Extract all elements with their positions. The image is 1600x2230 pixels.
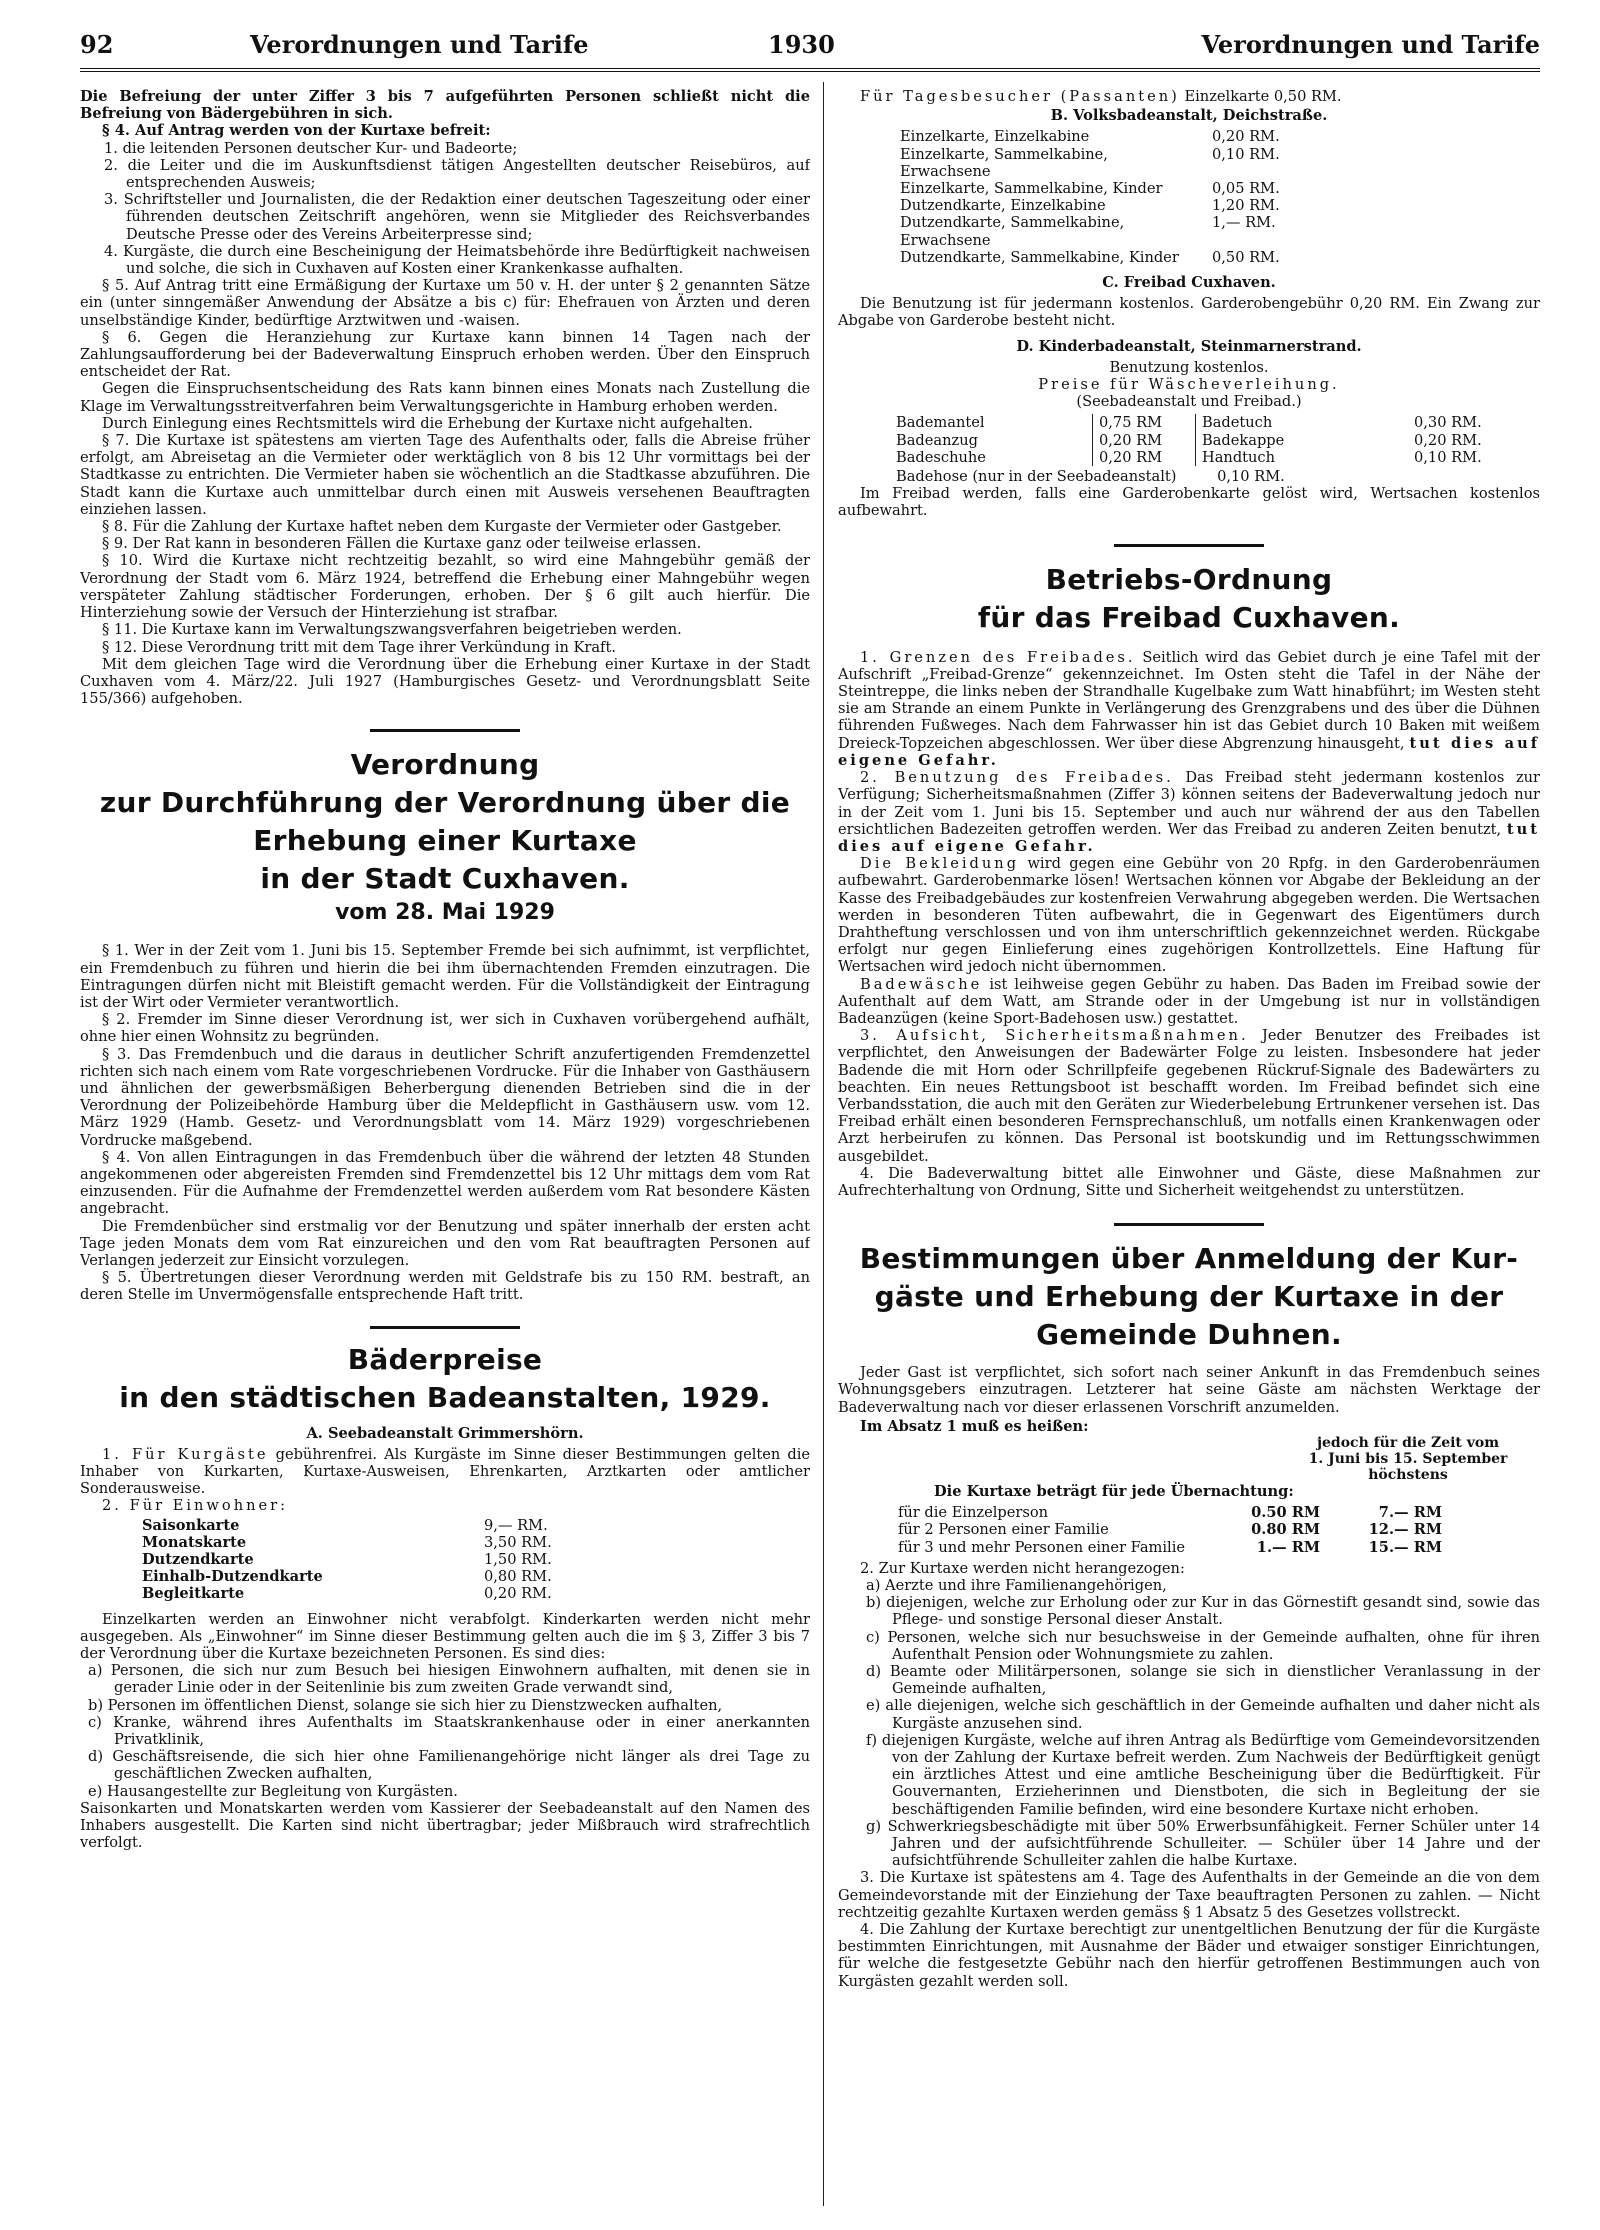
price-value: 3,50 RM. (484, 1533, 552, 1551)
betriebsordnung-title: Betriebs-Ordnung (1045, 562, 1333, 596)
price-row (890, 414, 1488, 431)
price-value: 0,10 RM. (1414, 448, 1482, 466)
verordnung-section-3: § 3. Das Fremdenbuch und die daraus in deutlicher Schrift anzufertigenden Fremdenzettel richten sich nach einem vom Rate vorgeschriebenen Vordrucke. Für die Inhaber von Gasthäusern und ähnlichen der gewerbsmäßigen Beherbergung dienenden Betrieben sind die in der Verordnung der Polizeibehörde Hamburg über die Meldepflicht in Gasthäusern usw. vom 12. März 1929 (Hamb. Gesetz- und Verordnungsblatt vom 14. März 1929) vorgeschriebenen Vordrucke maßgebend. (80, 1045, 810, 1149)
section-4-item: 4. Kurgäste, die durch eine Bescheinigung der Heimatsbehörde ihre Bedürftigkeit nachweisen und solche, die sich in Cuxhaven auf Kosten einer Krankenkasse aufhalten. (104, 242, 810, 278)
price-value: 0,50 RM. (1212, 248, 1280, 266)
separator-rule (370, 729, 520, 732)
einzelkarten-paragraph: Einzelkarten werden an Einwohner nicht verabfolgt. Kinderkarten werden nicht mehr ausgegeben. Als „Einwohner“ im Sinne dieser Bestimmung gelten auch die im § 3, Ziffer 3 bis 7 der Verordnung über die Kurtaxe bezeichneten Personen. Es sind dies: (80, 1610, 810, 1663)
aufsicht-label: 3. Aufsicht, Sicherheitsmaßnahmen. (860, 1027, 1249, 1045)
fee-row (892, 1504, 1448, 1521)
running-title-left: Verordnungen und Tarife (250, 30, 589, 59)
waesche-price-table (890, 414, 1488, 466)
absatz-heading: Im Absatz 1 muß es heißen: (860, 1417, 1089, 1435)
section-4: § 4. Auf Antrag werden von der Kurtaxe befreit: (102, 122, 491, 140)
price-value: 0,20 RM. (1212, 128, 1280, 146)
price-value: 9,— RM. (484, 1516, 548, 1534)
section-6: § 6. Gegen die Heranziehung zur Kurtaxe kann binnen 14 Tagen nach der Zahlungsaufforderung bei der Badeverwaltung Einspruch erhoben werden. Über den Einspruch entscheidet der Rat. (80, 328, 810, 381)
price-label: Saisonkarte (142, 1516, 240, 1534)
section-10: § 10. Wird die Kurtaxe nicht rechtzeitig bezahlt, so wird eine Mahngebühr gemäß der Verordnung der Stadt vom 6. März 1924, betreffend die Erhebung einer Mahngebühr wegen verspäteter Zahlung städtischer Forderungen, erhoben. Der § 6 gilt auch hierfür. Die Hinterziehung sowie der Versuch der Hinterziehung ist strafbar. (80, 552, 810, 622)
section-b-heading: B. Volksbadeanstalt, Deichstraße. (1050, 107, 1328, 125)
column-divider (823, 82, 824, 2206)
price-label: Dutzendkarte, Sammelkabine, Erwachsene (900, 214, 1125, 249)
section-4-item: 2. die Leiter und die im Auskunftsdienst tätigen Angestellten deutscher Reisebüros, auf entsprechenden Ausweis; (104, 156, 810, 192)
price-row (136, 1517, 558, 1534)
bestimmungen-section-3: 3. Die Kurtaxe ist spätestens am 4. Tage des Aufenthalts in der Gemeinde an die von dem Gemeindevorstande mit der Einziehung der Taxe beauftragten Personen zu zahlen. — Nicht rechtzeitig gezahlte Kurtaxen werden gemäss § 1 Absatz 5 des Gesetzes vollstreckt. (838, 1869, 1540, 1921)
benutzung-label: 2. Benutzung des Freibades. (860, 769, 1174, 787)
betriebsordnung-title: für das Freibad Cuxhaven. (977, 600, 1401, 634)
separator-rule (1114, 1223, 1264, 1226)
verordnung-section-5: § 5. Übertretungen dieser Verordnung werden mit Geldstrafe bis zu 150 RM. bestraft, an deren Stelle im Unvermögensfalle entsprechende Haft tritt. (80, 1269, 810, 1304)
price-value: 1,50 RM. (484, 1551, 552, 1568)
price-label: Einzelkarte, Sammelkabine, Kinder (900, 180, 1163, 198)
tagesbesucher-text: Einzelkarte 0,50 RM. (1184, 88, 1342, 105)
verordnung-title: zur Durchführung der Verordnung über die (99, 786, 791, 820)
person-item: e) Hausangestellte zur Begleitung von Kurgästen. (88, 1782, 458, 1800)
section-12: § 12. Diese Verordnung tritt mit dem Tage ihrer Verkündung in Kraft. (102, 638, 616, 656)
bestimmungen-intro: Jeder Gast ist verpflichtet, sich sofort nach seiner Ankunft in das Fremdenbuch seines Wohnungsgebers einzutragen. Letzterer hat seine Gäste am nächsten Werktage der Badeverwaltung nach vor dieser erlassenen Vorschrift anzumelden. (838, 1364, 1540, 1416)
section-8: § 8. Für die Zahlung der Kurtaxe haftet neben dem Kurgaste der Vermieter oder Gastgeber. (102, 518, 782, 536)
separator-rule (370, 1326, 520, 1329)
verordnung-section-4-b: Die Fremdenbücher sind erstmalig vor der Benutzung und später innerhalb der ersten acht Tage jeden Monats dem vom Rat einzureichen und den vom Rat beauftragten Personen auf Verlangen jederzeit zur Einsicht vorzulegen. (80, 1217, 810, 1269)
separator-rule (1114, 544, 1264, 547)
price-row (894, 214, 1286, 248)
price-value: 0,05 RM. (1212, 180, 1280, 198)
exemption-item: c) Personen, welche sich nur besuchsweise in der Gemeinde aufhalten, ohne für ihren Aufenthalt Pension oder Wohnungsmiete zu zahlen. (866, 1628, 1540, 1663)
waesche-prices-heading: Preise für Wäscheverleihung. (1038, 376, 1340, 394)
verordnung-title: Verordnung (350, 748, 540, 782)
section-4-item: 3. Schriftsteller und Journalisten, die der Redaktion einer deutschen Tageszeitung oder einer führenden deutschen Zeitschrift angehören, wenn sie Mitglieder des Reichsverbandes Deutsche Presse oder des Vereins Arbeiterpresse sind; (104, 191, 810, 243)
price-value: 0,20 RM (1093, 432, 1196, 449)
intro-paragraph: Die Befreiung der unter Ziffer 3 bis 7 aufgeführten Personen schließt nicht die Befreiung von Bädergebühren in sich. (80, 88, 810, 123)
kurgaeste-label: 1. Für Kurgäste (102, 1445, 269, 1463)
price-row (894, 249, 1286, 266)
fee-row (892, 1539, 1448, 1556)
exemption-item: d) Beamte oder Militärpersonen, solange sie sich in dienstlicher Veranlassung in der Gemeinde aufhalten, (866, 1663, 1540, 1698)
price-row (894, 128, 1286, 145)
price-label: Einzelkarte, Einzelkabine (900, 128, 1090, 146)
section-c-heading: C. Freibad Cuxhaven. (1102, 274, 1276, 292)
person-item: a) Personen, die sich nur zum Besuch bei hiesigen Einwohnern aufhalten, mit denen sie in gerader Linie oder in der Seitenlinie bis zum zweiten Grade verwandt sind, (88, 1662, 810, 1697)
kurtaxe-heading: Die Kurtaxe beträgt für jede Übernachtung: (934, 1482, 1294, 1500)
left-column (80, 88, 810, 2210)
freibad-text: Die Benutzung ist für jedermann kostenlos. Garderobengebühr 0,20 RM. Ein Zwang zur Abgabe von Garderobe besteht nicht. (838, 295, 1540, 330)
price-label: Dutzendkarte, Sammelkabine, Kinder (900, 248, 1179, 266)
exemption-item: g) Schwerkriegsbeschädigte mit über 50% Erwerbsunfähigkeit. Ferner Schüler unter 14 Jahren und der aufsichtführende Schulleiter. — Schüler über 14 Jahre und der aufsichtführende Schulleiter zahlen die halbe Kurtaxe. (866, 1817, 1540, 1870)
price-value: 0,75 RM (1093, 414, 1196, 431)
right-column (838, 88, 1540, 2210)
verordnung-title: Erhebung einer Kurtaxe (253, 824, 637, 858)
fee-maximum: 7.— RM (1378, 1504, 1442, 1522)
exemption-item: a) Aerzte und ihre Familienangehörigen, (866, 1577, 1167, 1594)
section-6-c: Durch Einlegung eines Rechtsmittels wird die Erhebung der Kurtaxe nicht aufgehalten. (102, 414, 753, 432)
verordnung-section-2: § 2. Fremder im Sinne dieser Verordnung ist, wer sich in Cuxhaven vorübergehend aufhält, ohne hier einen Wohnsitz zu begründen. (80, 1011, 810, 1046)
grenzen-warning: tut dies auf eigene Gefahr. (838, 734, 1540, 769)
price-value: 0,80 RM. (484, 1568, 552, 1586)
exemption-item: e) alle diejenigen, welche sich geschäftlich in der Gemeinde aufhalten und daher nicht als Kurgäste anzusehen sind. (866, 1697, 1540, 1732)
price-label: Badekappe (1202, 431, 1285, 449)
fee-column-heading: jedoch für die Zeit vom 1. Juni bis 15. September höchstens (1308, 1434, 1508, 1483)
benutzung-kostenlos: Benutzung kostenlos. (1109, 358, 1269, 376)
waesche-prices-subheading: (Seebadeanstalt und Freibad.) (1076, 393, 1302, 411)
tagesbesucher-label: Für Tagesbesucher (Passanten) (860, 88, 1180, 105)
price-value: 0,30 RM. (1414, 414, 1482, 432)
aufsicht-text: Jeder Benutzer des Freibades ist verpflichtet, den Anweisungen der Badewärter Folge zu leisten. Insbesondere hat jeder Badende die mit Horn oder Schrillpfeife gegebenen Rückruf-Signale des Badewärters zu beachten. Ein neues Rettungsboot ist beschafft worden. Im Freibad befindet sich eine Verbandsstation, die auch mit den Geräten zur Wiederbelebung Ertrunkener versehen ist. Das Freibad erhält einen besonderen Fernsprechanschluß, um notfalls einen Krankenwagen oder Arzt herbeirufen zu können. Das Personal ist bootskundig und im Rettungsschwimmen ausgebildet. (838, 1027, 1540, 1165)
grenzen-label: 1. Grenzen des Freibades. (860, 648, 1136, 666)
badewaesche-text: ist leihweise gegen Gebühr zu haben. Das Baden im Freibad sowie der Aufenthalt auf dem Watt, am Strande oder in der Umgebung ist nur in vollständigen Badeanzügen (keine Sport-Badehosen usw.) gestattet. (838, 975, 1540, 1027)
bestimmungen-section-4: 4. Die Zahlung der Kurtaxe berechtigt zur unentgeltlichen Benutzung der für die Kurgäste bestimmten Einrichtungen, mit Ausnahme der Bäder und etwaiger sonstiger Einrichtungen, für welche die festgesetzte Gebühr nach den hierfür getroffenen Bestimmungen auch von Kurgästen gezahlt werden soll. (838, 1921, 1540, 1990)
fee-per-night: 1.— RM (1256, 1538, 1320, 1556)
baederpreise-title: in den städtischen Badeanstalten, 1929. (119, 1380, 771, 1414)
price-row (890, 449, 1488, 466)
price-label: Badeschuhe (890, 449, 1093, 466)
fee-label: für die Einzelperson (898, 1504, 1049, 1522)
baederpreise-title: Bäderpreise (347, 1342, 543, 1376)
einwohner-label: 2. Für Einwohner: (102, 1497, 289, 1515)
section-5: § 5. Auf Antrag tritt eine Ermäßigung der Kurtaxe um 50 v. H. der unter § 2 genannten Sätze ein (unter sinngemäßer Anwendung der Absätze a bis c) für: Ehefrauen von Ärzten und deren unselbständige Kinder, bedürftige Arztwitwen und -waisen. (80, 277, 810, 329)
fee-maximum: 15.— RM (1368, 1538, 1442, 1556)
running-title-right: Verordnungen und Tarife (1201, 30, 1540, 59)
verordnung-title: in der Stadt Cuxhaven. (260, 862, 630, 896)
price-row (890, 432, 1488, 449)
section-a-heading: A. Seebadeanstalt Grimmershörn. (306, 1424, 584, 1442)
exemption-item: b) diejenigen, welche zur Erholung oder zur Kur in das Görnestift gesandt sind, sowie das Pflege- und sonstige Personal dieser Anstalt. (866, 1594, 1540, 1629)
year: 1930 (768, 30, 835, 59)
price-row (136, 1568, 558, 1585)
price-value: 0,20 RM. (484, 1585, 552, 1603)
price-row (136, 1534, 558, 1551)
price-label: Badetuch (1202, 414, 1273, 432)
fee-per-night: 0.80 RM (1251, 1521, 1320, 1539)
verordnung-date: vom 28. Mai 1929 (335, 900, 555, 926)
price-value: 1,— RM. (1212, 214, 1276, 232)
einwohner-price-table (136, 1517, 558, 1603)
price-value: 0,20 RM. (1414, 431, 1482, 449)
badehose-label: Badehose (nur in der Seebadeanstalt) (896, 468, 1177, 486)
section-2-heading: 2. Zur Kurtaxe werden nicht herangezogen: (860, 1559, 1185, 1577)
price-row (894, 180, 1286, 197)
exemption-item: f) diejenigen Kurgäste, welche auf ihren Antrag als Bedürftige vom Gemeindevorsitzenden von der Zahlung der Kurtaxe befreit werden. Zum Nachweis der Bedürftigkeit genügt ein ärztliches Attest und eine amtliche Bescheinigung über die Bedürftigkeit. Für Gouvernanten, Erzieherinnen und Dienstboten, die sich in Begleitung der sie beschäftigenden Familie befinden, wird eine besondere Kurtaxe nicht erhoben. (866, 1731, 1540, 1818)
price-label: Dutzendkarte (142, 1551, 254, 1568)
header-rule (80, 68, 1540, 72)
section-12-b: Mit dem gleichen Tage wird die Verordnung über die Erhebung einer Kurtaxe in der Stadt Cuxhaven vom 4. März/22. Juli 1927 (Hamburgisches Gesetz- und Verordnungsblatt Seite 155/366) aufgehoben. (80, 655, 810, 708)
price-label: Einhalb-Dutzendkarte (142, 1568, 323, 1586)
page-number: 92 (80, 30, 114, 59)
fee-label: für 3 und mehr Personen einer Familie (898, 1538, 1186, 1556)
person-item: d) Geschäftsreisende, die sich hier ohne Familienangehörige nicht länger als drei Tage zu geschäftlichen Zwecken aufhalten, (88, 1748, 810, 1783)
price-label: Einzelkarte, Sammelkabine, Erwachsene (900, 145, 1108, 180)
bestimmungen-title: Gemeinde Duhnen. (1036, 1318, 1342, 1352)
price-value: 0,10 RM. (1212, 145, 1280, 163)
bekleidung-text: wird gegen eine Gebühr von 20 Rpfg. in den Garderobenräumen aufbewahrt. Garderobenmarke lösen! Wertsachen können vor Abgabe der Bekleidung an der Kasse des Freibadgebäudes zur kostenfreien Verwahrung abgegeben werden. Die Wertsachen werden in besonderen Tüten aufbewahrt, die in Gegenwart des Eigentümers durch Drahtheftung verschlossen und von ihm unterschriftlich gekennzeichnet werden. Rückgabe erfolgt nur gegen Einlieferung eines zugehörigen Kontrollzettels. Eine Haftung für Wertsachen wird jedoch nicht übernommen. (838, 855, 1540, 976)
running-head (80, 28, 1540, 64)
person-item: b) Personen im öffentlichen Dienst, solange sie sich hier zu Dienstzwecken aufhalten, (88, 1696, 723, 1714)
price-row (136, 1551, 558, 1568)
bestimmungen-title: gäste und Erhebung der Kurtaxe in der (874, 1280, 1504, 1314)
section-6-b: Gegen die Einspruchsentscheidung des Rats kann binnen eines Monats nach Zustellung die Klage im Verwaltungsstreitverfahren beim Verwaltungsgerichte in Hamburg erhoben werden. (80, 380, 810, 415)
section-d-heading: D. Kinderbadeanstalt, Steinmarnerstrand. (1016, 337, 1362, 355)
kurgaeste-text: gebührenfrei. Als Kurgäste im Sinne dieser Bestimmungen gelten die Inhaber von Kurkarten, Kurtaxe-Ausweisen, Ehrenkarten, Arztkarten oder amtlicher Sonderausweise. (80, 1445, 810, 1498)
price-label: Handtuch (1202, 448, 1276, 466)
freibad-note: Im Freibad werden, falls eine Garderobenkarte gelöst wird, Wertsachen kostenlos aufbewahrt. (838, 485, 1540, 520)
volksbad-price-table (894, 128, 1286, 266)
price-label: Dutzendkarte, Einzelkabine (900, 197, 1106, 215)
fee-row (892, 1521, 1448, 1538)
price-label: Badeanzug (890, 432, 1093, 449)
verordnung-section-1: § 1. Wer in der Zeit vom 1. Juni bis 15. September Fremde bei sich aufnimmt, ist verpflichtet, ein Fremdenbuch zu führen und hierin die bei ihm übernachtenden Fremden einzutragen. Die Eintragungen dürfen nicht mit Bleistift gemacht werden. Für die Vollständigkeit der Eintragung ist der Wirt oder Vermieter verantwortlich. (80, 942, 810, 1011)
badehose-price: 0,10 RM. (1217, 468, 1285, 486)
section-9: § 9. Der Rat kann in besonderen Fällen die Kurtaxe ganz oder teilweise erlassen. (102, 535, 702, 553)
price-label: Bademantel (890, 414, 1093, 431)
saisonkarten-paragraph: Saisonkarten und Monatskarten werden vom Kassierer der Seebadeanstalt auf den Namen des Inhabers ausgestellt. Die Karten sind nicht übertragbar; jeder Mißbrauch wird strafrechtlich verfolgt. (80, 1799, 810, 1852)
verordnung-section-4: § 4. Von allen Eintragungen in das Fremdenbuch über die während der letzten 48 Stunden angekommenen oder abgereisten Fremden sind Fremdenzettel bis 12 Uhr mittags dem vom Rat einzusenden. Für die Aufnahme der Fremdenzettel werden außerdem vom Rat besondere Kästen angebracht. (80, 1148, 810, 1218)
bekleidung-label: Die Bekleidung (860, 855, 1020, 873)
section-4-item: 1. die leitenden Personen deutscher Kur- und Badeorte; (104, 139, 518, 157)
fee-label: für 2 Personen einer Familie (898, 1521, 1109, 1539)
section-7: § 7. Die Kurtaxe ist spätestens am vierten Tage des Aufenthalts oder, falls die Abreise früher erfolgt, am Abreisetag an die Vermieter oder werktäglich von 8 bis 12 Uhr vormittags bei der Stadtkasse zu entrichten. Die Vermieter haben sie wöchentlich an die Stadtkasse abzuführen. Die Stadt kann die Kurtaxe auch unmittelbar durch einen mit Ausweis versehenen Beauftragten einziehen lassen. (80, 432, 810, 518)
price-label: Begleitkarte (142, 1585, 245, 1603)
betriebsordnung-section-4: 4. Die Badeverwaltung bittet alle Einwohner und Gäste, diese Maßnahmen zur Aufrechterhaltung von Ordnung, Sitte und Sicherheit weitgehendst zu unterstützen. (838, 1164, 1540, 1199)
person-item: c) Kranke, während ihres Aufenthalts im Staatskrankenhause oder in einer anerkannten Privatklinik, (88, 1713, 810, 1749)
kurtaxe-fee-table (892, 1504, 1448, 1556)
price-value: 0,20 RM (1093, 449, 1196, 466)
benutzung-text: Das Freibad steht jedermann kostenlos zur Verfügung; Sicherheitsmaßnahmen (Ziffer 3) können seitens der Badeverwaltung jedoch nur in der Zeit vom 1. Juni bis 15. September und auch nur während der aus den Tabellen ersichtlichen Badezeiten getroffen werden. Wer das Freibad zu anderen Zeiten benutzt, (838, 769, 1540, 838)
price-row (136, 1585, 558, 1602)
badewaesche-label: Badewäsche (860, 975, 983, 993)
section-11: § 11. Die Kurtaxe kann im Verwaltungszwangsverfahren beigetrieben werden. (102, 621, 682, 639)
fee-maximum: 12.— RM (1368, 1521, 1442, 1539)
bestimmungen-title: Bestimmungen über Anmeldung der Kur- (859, 1242, 1519, 1276)
benutzung-warning: tut dies auf eigene Gefahr. (838, 820, 1540, 855)
fee-per-night: 0.50 RM (1251, 1504, 1320, 1522)
price-value: 1,20 RM. (1212, 197, 1280, 215)
price-label: Monatskarte (142, 1533, 247, 1551)
price-row (894, 197, 1286, 214)
price-row (894, 146, 1286, 180)
grenzen-text: Seitlich wird das Gebiet durch je eine Tafel mit der Aufschrift „Freibad-Grenze“ gekennzeichnet. Im Osten steht die Tafel in der Nähe der Steintreppe, die links neben der Strandhalle Kugelbake zum Watt hinabführt; im Westen steht sie am Strande an einem Punkte in Verlängerung des Grenzgrabens und des über die Dühnen führenden Fußweges. Nach dem Fahrwasser hin ist das Gebiet durch 10 Baken mit weißem Dreieck-Topzeichen abgeschlossen. Wer über diese Abgrenzung hinausgeht, (838, 648, 1540, 752)
